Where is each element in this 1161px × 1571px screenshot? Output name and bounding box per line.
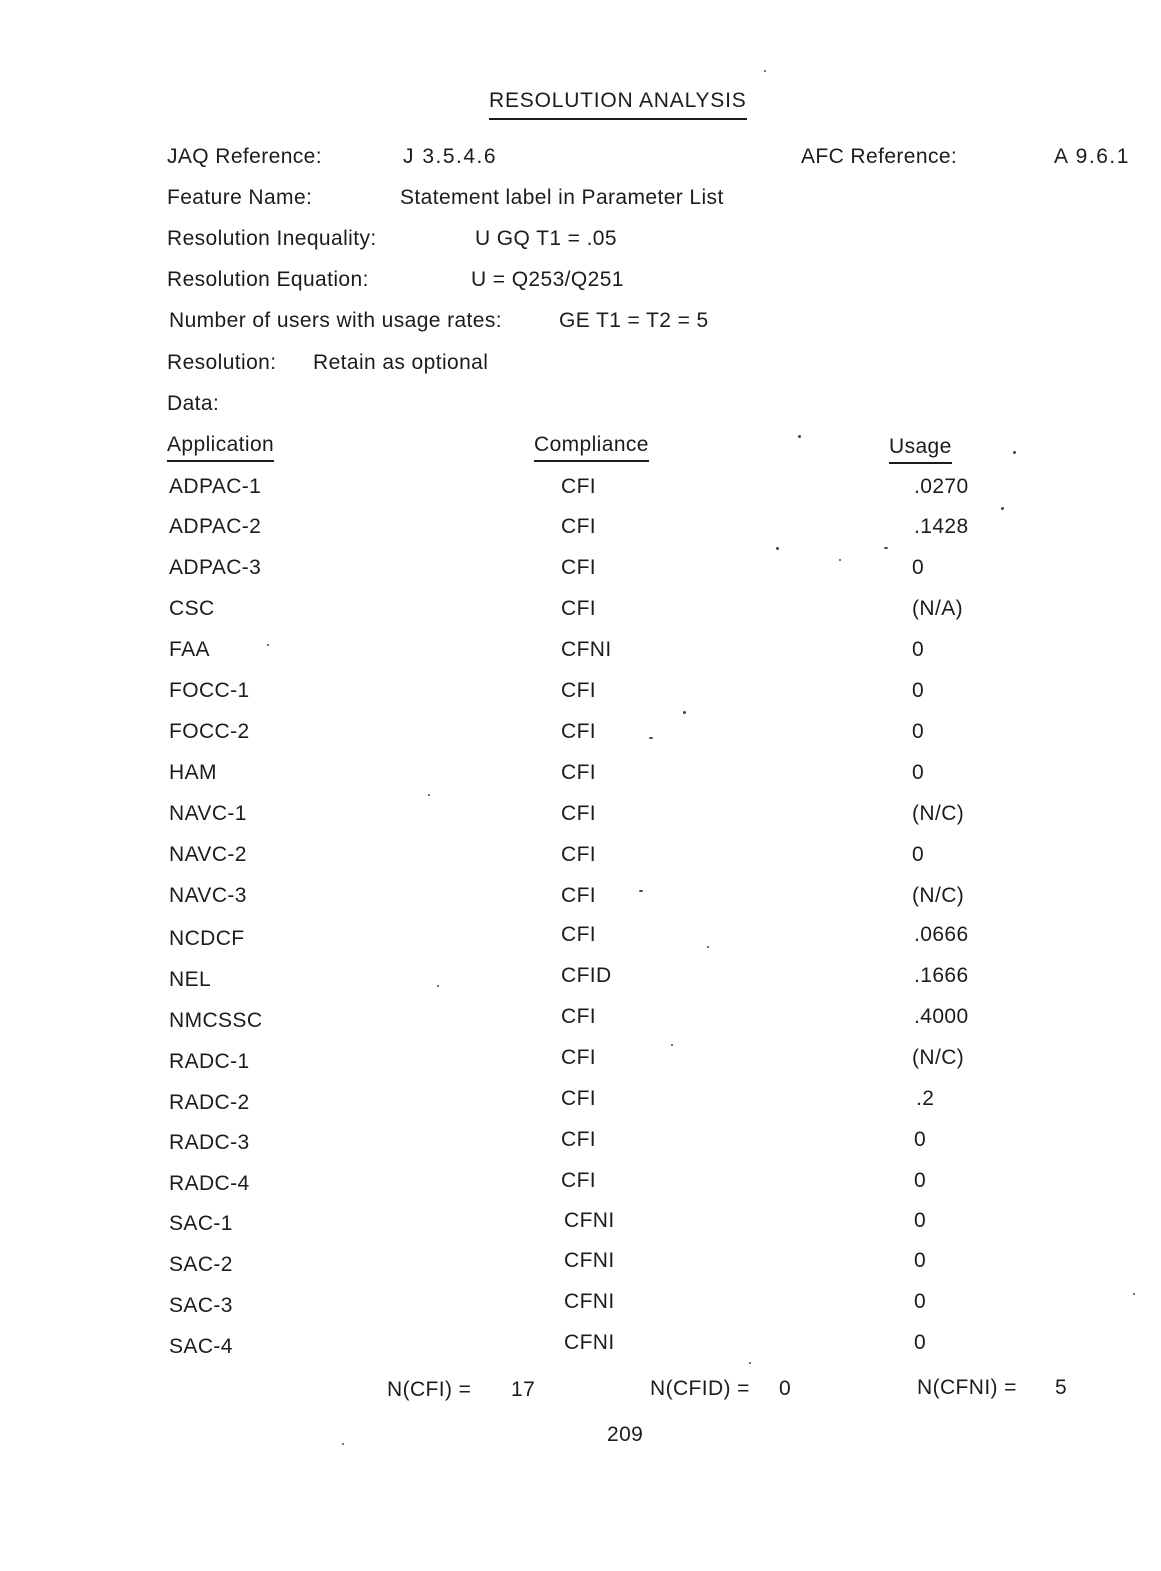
application-cell: RADC-3 [169,1131,250,1154]
scan-speck [798,435,801,438]
scan-speck [749,1362,751,1364]
scan-speck [1001,507,1004,510]
usage-cell: 0 [914,1209,927,1232]
usage-cell: 0 [914,1128,927,1151]
table-row [0,842,1161,872]
users-usage-label: Number of users with usage rates: [169,309,503,332]
resolution-value: Retain as optional [313,351,489,374]
feature-name-label: Feature Name: [167,186,313,209]
scan-speck [776,547,779,550]
compliance-cell: CFI [561,802,597,825]
table-row [0,637,1161,667]
compliance-cell: CFI [561,1005,597,1028]
usage-cell: 0 [914,1169,927,1192]
data-label: Data: [167,392,220,415]
usage-cell: .0666 [914,923,969,946]
usage-cell: .1666 [914,964,969,987]
usage-cell: .4000 [914,1005,969,1028]
application-cell: RADC-1 [169,1050,250,1073]
scan-speck [671,1044,673,1046]
usage-cell: .0270 [914,475,969,498]
total-cfi-label: N(CFI) = [387,1378,472,1401]
scan-speck [764,70,766,72]
table-row [0,596,1161,626]
compliance-cell: CFI [561,1169,597,1192]
application-cell: NAVC-3 [169,884,247,907]
application-cell: NAVC-2 [169,843,247,866]
total-cfni-value: 5 [1055,1376,1068,1399]
table-row [0,719,1161,749]
scan-speck [1133,1293,1135,1295]
application-cell: HAM [169,761,217,784]
table-row [0,1086,1161,1116]
total-cfni-label: N(CFNI) = [917,1376,1017,1399]
scan-speck [683,711,686,714]
table-row [0,1330,1161,1360]
compliance-cell: CFI [561,679,597,702]
usage-cell: 0 [912,761,925,784]
usage-cell: 0 [912,556,925,579]
usage-cell: (N/C) [912,1046,965,1069]
table-row [0,1208,1161,1238]
scan-speck [839,559,841,561]
application-cell: SAC-2 [169,1253,233,1276]
table-row [0,1248,1161,1278]
total-cfid-label: N(CFID) = [650,1377,750,1400]
table-row [0,474,1161,504]
application-cell: FOCC-2 [169,720,250,743]
scan-speck [649,737,653,739]
table-row [0,963,1161,993]
compliance-cell: CFI [561,515,597,538]
application-cell: FOCC-1 [169,679,250,702]
column-header-application: Application [167,432,274,462]
table-row [0,514,1161,544]
application-cell: ADPAC-2 [169,515,262,538]
application-cell: FAA [169,638,210,661]
table-row [0,801,1161,831]
resolution-inequality-value: U GQ T1 = .05 [475,227,617,250]
page-title: RESOLUTION ANALYSIS [489,88,747,120]
table-row [0,760,1161,790]
compliance-cell: CFNI [564,1331,615,1354]
compliance-cell: CFI [561,1128,597,1151]
compliance-cell: CFI [561,843,597,866]
application-cell: ADPAC-3 [169,556,262,579]
compliance-cell: CFI [561,923,597,946]
table-row [0,1004,1161,1034]
usage-cell: 0 [912,720,925,743]
usage-cell: 0 [912,679,925,702]
application-cell: NMCSSC [169,1009,263,1032]
compliance-cell: CFNI [564,1290,615,1313]
compliance-cell: CFI [561,1046,597,1069]
compliance-cell: CFNI [561,638,612,661]
scan-speck [342,1443,344,1445]
users-usage-value: GE T1 = T2 = 5 [559,309,709,332]
usage-cell: .2 [916,1087,935,1110]
afc-reference-label: AFC Reference: [801,145,958,168]
resolution-equation-label: Resolution Equation: [167,268,369,291]
compliance-cell: CFI [561,884,597,907]
table-row [0,922,1161,952]
table-row [0,883,1161,913]
column-header-compliance: Compliance [534,432,649,462]
usage-cell: 0 [912,843,925,866]
total-cfi-value: 17 [511,1378,536,1401]
scan-speck [707,946,709,948]
total-cfid-value: 0 [779,1377,792,1400]
usage-cell: 0 [914,1249,927,1272]
usage-cell: 0 [912,638,925,661]
resolution-inequality-label: Resolution Inequality: [167,227,377,250]
application-cell: SAC-3 [169,1294,233,1317]
compliance-cell: CFNI [564,1249,615,1272]
application-cell: RADC-4 [169,1172,250,1195]
application-cell: NEL [169,968,212,991]
usage-cell: 0 [914,1290,927,1313]
table-row [0,1045,1161,1075]
application-cell: CSC [169,597,215,620]
feature-name-value: Statement label in Parameter List [400,186,724,209]
application-cell: ADPAC-1 [169,475,262,498]
usage-cell: .1428 [914,515,969,538]
table-row [0,1168,1161,1198]
application-cell: SAC-4 [169,1335,233,1358]
afc-reference-value: A 9.6.1 [1054,145,1130,168]
compliance-cell: CFID [561,964,612,987]
usage-cell: (N/C) [912,802,965,825]
table-row [0,555,1161,585]
compliance-cell: CFNI [564,1209,615,1232]
table-row [0,1127,1161,1157]
scan-speck [884,547,888,549]
compliance-cell: CFI [561,1087,597,1110]
jaq-reference-value: J 3.5.4.6 [403,145,498,168]
usage-cell: (N/C) [912,884,965,907]
application-cell: RADC-2 [169,1091,250,1114]
application-cell: NCDCF [169,927,245,950]
column-header-usage: Usage [889,434,952,464]
table-row [0,678,1161,708]
usage-cell: (N/A) [912,597,963,620]
application-cell: NAVC-1 [169,802,247,825]
jaq-reference-label: JAQ Reference: [167,145,322,168]
compliance-cell: CFI [561,597,597,620]
table-row [0,1289,1161,1319]
scan-speck [267,644,269,646]
resolution-equation-value: U = Q253/Q251 [471,268,624,291]
compliance-cell: CFI [561,475,597,498]
scan-speck [639,890,643,892]
compliance-cell: CFI [561,761,597,784]
resolution-label: Resolution: [167,351,277,374]
page-number: 209 [607,1423,644,1446]
compliance-cell: CFI [561,720,597,743]
compliance-cell: CFI [561,556,597,579]
scan-speck [428,794,430,796]
application-cell: SAC-1 [169,1212,233,1235]
scan-speck [437,985,439,987]
scan-speck [1013,451,1016,454]
usage-cell: 0 [914,1331,927,1354]
